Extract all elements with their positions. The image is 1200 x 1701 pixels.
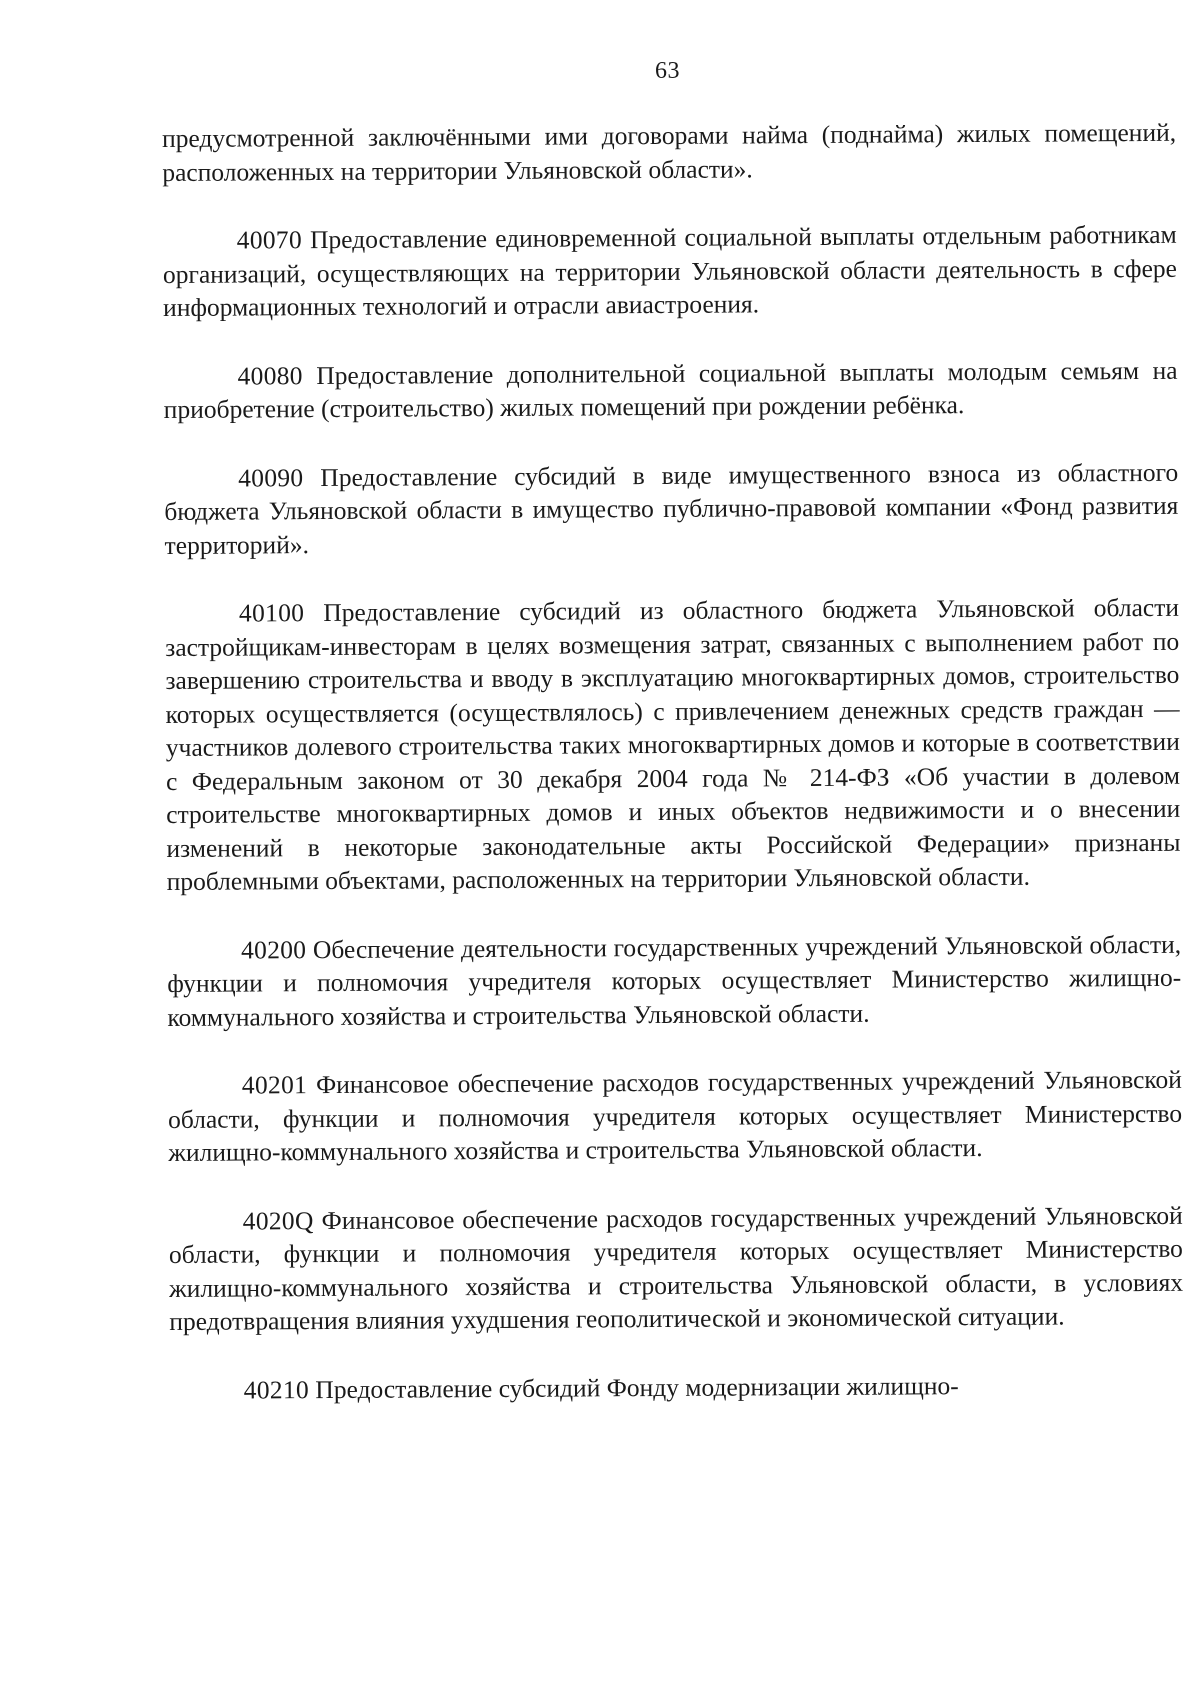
paragraph-40210 bbox=[170, 1367, 1184, 1407]
paragraph-40090 bbox=[164, 455, 1179, 562]
paragraph-continuation bbox=[162, 116, 1176, 189]
paragraph-code: 40090 bbox=[238, 462, 304, 493]
paragraph-text: предусмотренной заключёнными ими договорами найма (поднайма) жилых помещений, расположенных на территории Ульяновской области». bbox=[162, 117, 1177, 187]
paragraph-text: Финансовое обеспечение расходов государственных учреждений Ульяновской области, функции и полномочия учредителя которых осуществляет Министерство жилищно-коммунального хозяйства и строительства Ульяновской области. bbox=[168, 1064, 1183, 1167]
page-number: 63 bbox=[655, 58, 680, 84]
paragraph-text: Финансовое обеспечение расходов государственных учреждений Ульяновской области, функции и полномочия учредителя которых осуществляет Министерство жилищно-коммунального хозяйства и строительства Ульяновской области, в условиях предотвращения влияния ухудшения геополитической и экономической ситуации. bbox=[168, 1200, 1184, 1336]
paragraph-code: 40210 bbox=[243, 1374, 310, 1405]
paragraph-text: Предоставление субсидий из областного бюджета Ульяновской области застройщикам-инвесторам в целях возмещения затрат, связанных с выполнением работ по завершению строительства и вводу в эксплуатацию многоквартирных домов, строительство которых осуществляется (осуществлялось) с привлечением денежных средств граждан — участников долевого строительства таких многоквартирных домов и которые в соответствии с Федеральным законом от 30 декабря 2004 года № 214-ФЗ «Об участии в долевом строительстве многоквартирных домов и иных объектов недвижимости и о внесении изменений в некоторые законодательные акты Российской Федерации» признаны проблемными объектами, расположенных на территории Ульяновской области. bbox=[165, 592, 1181, 896]
paragraph-text: Предоставление субсидий Фонду модернизации жилищно- bbox=[315, 1370, 959, 1404]
document-body bbox=[162, 116, 1184, 1407]
paragraph-4020Q bbox=[169, 1198, 1184, 1338]
paragraph-code: 4020Q bbox=[242, 1205, 314, 1236]
paragraph-text: Предоставление единовременной социальной выплаты отдельным работникам организаций, осуществляющих на территории Ульяновской области деятельность в сфере информационных технологий и отрасли авиастроения. bbox=[162, 219, 1177, 322]
paragraph-40200 bbox=[167, 927, 1182, 1034]
paragraph-code: 40080 bbox=[237, 360, 303, 391]
paragraph-40070 bbox=[163, 218, 1178, 325]
paragraph-text: Предоставление субсидий в виде имущественного взноса из областного бюджета Ульяновской области в имущество публично-правовой компании «Фонд развития территорий». bbox=[164, 457, 1179, 560]
paragraph-text: Обеспечение деятельности государственных учреждений Ульяновской области, функции и полномочия учредителя которых осуществляет Министерство жилищно-коммунального хозяйства и строительства Ульяновской области. bbox=[167, 929, 1182, 1032]
paragraph-text: Предоставление дополнительной социальной выплаты молодым семьям на приобретение (строительство) жилых помещений при рождении ребёнка. bbox=[163, 355, 1178, 424]
paragraph-code: 40200 bbox=[240, 934, 307, 965]
paragraph-code: 40100 bbox=[238, 598, 305, 628]
paragraph-40201 bbox=[168, 1063, 1183, 1170]
paragraph-code: 40070 bbox=[236, 225, 303, 255]
paragraph-40100 bbox=[165, 591, 1181, 899]
paragraph-40080 bbox=[163, 353, 1177, 426]
paragraph-code: 40201 bbox=[241, 1070, 308, 1100]
